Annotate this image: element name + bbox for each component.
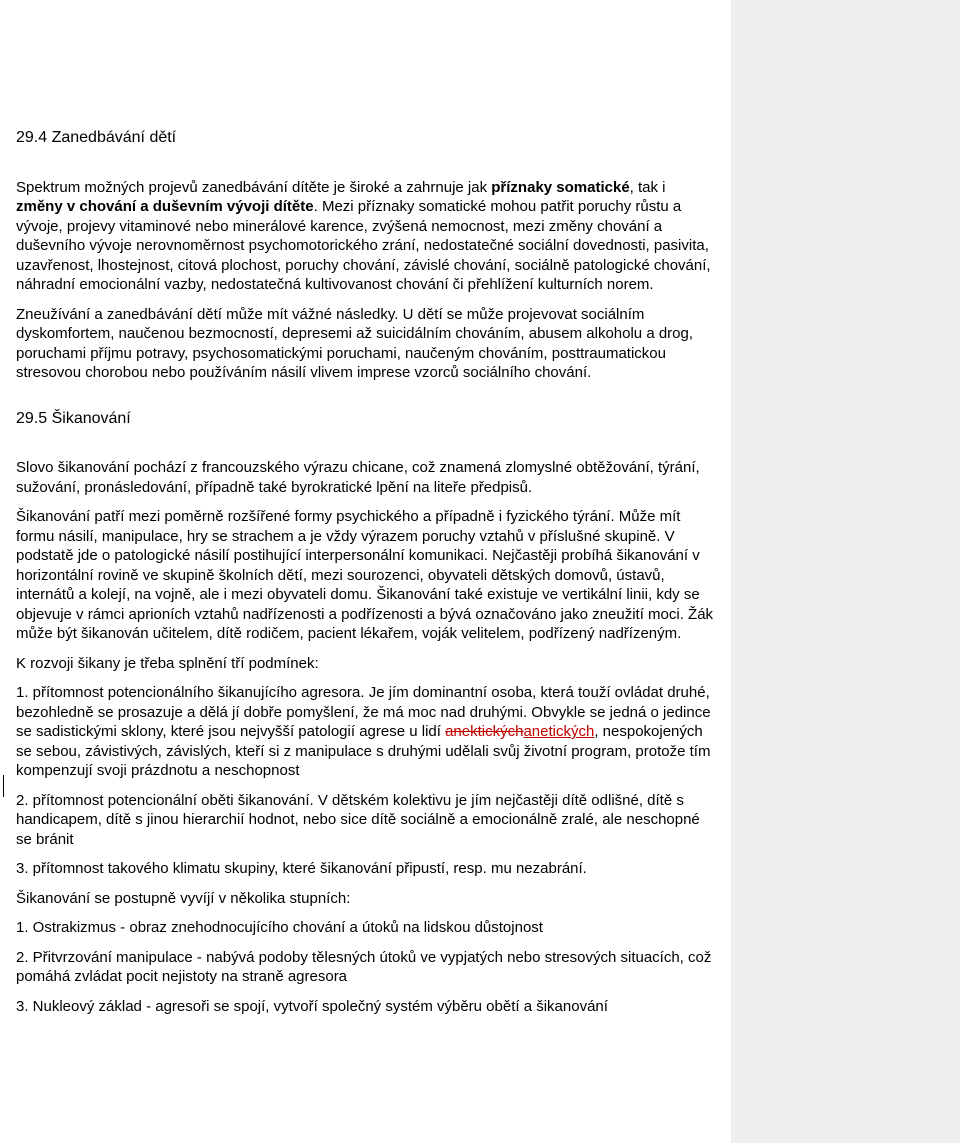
- change-bar: [3, 775, 4, 797]
- paragraph: Šikanování se postupně vyvíjí v několika stupních:: [16, 889, 351, 907]
- section-heading-29-5: 29.5 Šikanování: [16, 409, 131, 427]
- paragraph: K rozvoji šikany je třeba splnění tří podmínek:: [16, 654, 319, 672]
- paragraph: 2. přítomnost potencionální oběti šikanování. V dětském kolektivu je jím nejčastěji dítě odlišné, dítě s handicapem, dítě s jinou hierarchií hodnot, nebo sice dítě sociálně a emocionálně zralé, ale neschopné se bránit: [16, 791, 700, 848]
- document-body: [16, 120, 716, 1026]
- inserted-text: anetických: [523, 723, 595, 740]
- paragraph: Slovo šikanování pochází z francouzského výrazu chicane, což znamená zlomyslné obtěžování, týrání, sužování, pronásledování, případně také byrokratické lpění na liteře předpisů.: [16, 459, 700, 496]
- deleted-text: anektických: [445, 723, 524, 740]
- bold-text: změny v chování a duševním vývoji dítěte: [16, 198, 314, 215]
- paragraph: 2. Přitvrzování manipulace - nabývá podoby tělesných útoků ve vypjatých nebo stresových situacích, což pomáhá zvládat pocit nejistoty na straně agresora: [16, 948, 712, 985]
- text-run: . Mezi příznaky somatické mohou patřit poruchy růstu a vývoje, projevy vitaminové nebo minerálové karence, zvýšená nemocnost, mezi změny chování a duševního vývoje nerovnoměrnost psychomotorického zrání, nedostatečné sociální dovednosti, pasivita, uzavřenost, lhostejnost, citová plochost, poruchy chování, závislé chování, sociálně patologické chování, náhradní emocionální vazby, nedostatečná kultivovanost chování či přehlížení kulturních norem.: [16, 198, 711, 293]
- text-run: , nespokojených se sebou, závistivých, závislých, kteří si z manipulace s druhými udělali svůj životní program, protože tím kompenzují svoji prázdnotu a neschopnost: [16, 723, 711, 779]
- text-run: , tak i: [629, 178, 666, 196]
- text-run: 1. přítomnost potencionálního šikanujícího agresora. Je jím dominantní osoba, která touží ovládat druhé, bezohledně se prosazuje a dělá jí dobře pomyšlení, že má moc nad druhými. Obvykle se jedná o jedince se sadistickými sklony, které jsou nejvyšší patologií agrese u lidí: [16, 684, 711, 740]
- paragraph: 3. přítomnost takového klimatu skupiny, které šikanování připustí, resp. mu nezabrání.: [16, 860, 587, 877]
- bold-text: příznaky somatické: [491, 178, 630, 196]
- text-run: Spektrum možných projevů zanedbávání dítěte je široké a zahrnuje jak: [16, 178, 492, 196]
- paragraph: Zneužívání a zanedbávání dětí může mít vážné následky. U dětí se může projevovat sociálním dyskomfortem, naučenou bezmocností, depresemi až suicidálním chováním, abusem alkoholu a drog, poruchami příjmu potravy, psychosomatickými poruchami, naučeným chováním, posttraumatickou stresovou chorobou nebo používáním násilí vlivem imprese vzorců sociálního chování.: [16, 305, 694, 381]
- paragraph: Šikanování patří mezi poměrně rozšířené formy psychického a případně i fyzického týrání. Může mít formu násilí, manipulace, hry se strachem a je vždy výrazem poruchy vztahů v příslušné skupině. V podstatě jde o patologické násilí postihující interpersonální komunikaci. Nejčastěji probíhá šikanování v horizontální rovině ve skupině školních dětí, mezi sourozenci, obyvateli dětských domovů, ústavů, internátů a kolejí, na vojně, ale i mezi obyvateli domu. Šikanování také existuje ve vertikální linii, kdy se objevuje v rámci aprioních vztahů nadřízenosti a podřízenosti a bývá označováno jako zneužití moci. Žák může být šikanován učitelem, dítě rodičem, pacient lékařem, voják velitelem, podřízený nadřízeným.: [16, 508, 714, 642]
- paragraph: [16, 683, 716, 781]
- comment-pane: [731, 0, 960, 1143]
- paragraph: 1. Ostrakizmus - obraz znehodnocujícího chování a útoků na lidskou důstojnost: [16, 919, 543, 936]
- paragraph: 3. Nukleový základ - agresoři se spojí, vytvoří společný systém výběru obětí a šikanování: [16, 997, 608, 1015]
- paragraph: [16, 178, 716, 295]
- section-heading-29-4: 29.4 Zanedbávání dětí: [16, 129, 177, 146]
